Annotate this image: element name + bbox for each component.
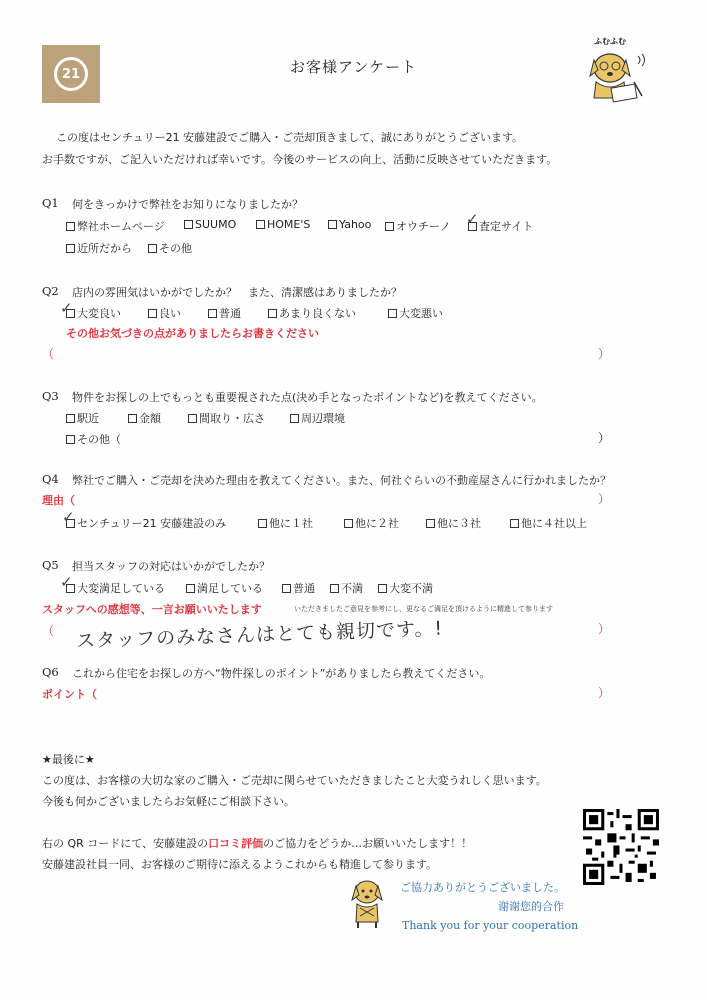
q3-text: 物件をお探しの上でもっとも重要視された点(決め手となったポイントなど)を教えてください。 xyxy=(72,391,543,404)
thanks-japanese: ご協力ありがとうございました。 xyxy=(400,881,565,894)
q5-option-normal[interactable]: 普通 xyxy=(282,580,315,596)
checkbox[interactable] xyxy=(148,244,157,253)
checkbox[interactable] xyxy=(344,519,353,528)
qr-line-post: のご協力をどうか…お願いいたします！！ xyxy=(263,837,473,850)
mascot-caption: ふむふむ xyxy=(594,37,626,46)
q1-option-nearby[interactable]: 近所だから xyxy=(66,240,132,256)
q2-paren-close: ） xyxy=(598,347,611,361)
q2-number: Q2 xyxy=(42,284,59,298)
logo-mark: 21 xyxy=(54,57,88,91)
checkbox[interactable] xyxy=(148,309,157,318)
q3-option-other[interactable]: その他（ xyxy=(66,431,121,447)
q5-note: スタッフへの感想等、一言お願いいたします xyxy=(42,603,262,616)
q3-option-surroundings[interactable]: 周辺環境 xyxy=(290,410,345,426)
checkbox[interactable] xyxy=(188,414,197,423)
q4-reason-label: 理由（ xyxy=(42,494,75,507)
checkbox[interactable] xyxy=(385,222,394,231)
q4-option-only-ando[interactable]: センチュリー21 安藤建設のみ xyxy=(66,515,226,531)
q1-option-homepage[interactable]: 弊社ホームページ xyxy=(66,218,165,234)
q5-note-small: いただきましたご意見を参考にし、更なるご満足を頂けるように精進して参ります xyxy=(294,605,553,613)
check-mark-icon: ✓ xyxy=(466,210,479,228)
intro-line-1: この度はセンチュリー21 安藤建設でご購入・ご売却頂きまして、誠にありがとうございます。 xyxy=(56,131,524,144)
q5-handwritten-answer: スタッフのみなさんはとても親切です。! xyxy=(75,617,444,653)
q5-text: 担当スタッフの対応はいかがでしたか？ xyxy=(72,560,270,573)
q2-option-good[interactable]: 良い xyxy=(148,305,181,321)
checkbox[interactable] xyxy=(66,435,75,444)
q5-paren-close: ） xyxy=(598,622,611,636)
q1-option-yahoo[interactable]: Yahoo xyxy=(328,218,371,231)
q1-option-ouchino[interactable]: オウチーノ xyxy=(385,218,451,234)
closing-line-4: 安藤建設社員一同、お客様のご期待に添えるようこれからも精進して参ります。 xyxy=(42,858,438,871)
q6-text: これから住宅をお探しの方へ“物件探しのポイント”がありましたら教えてください。 xyxy=(72,667,491,680)
checkbox[interactable] xyxy=(426,519,435,528)
check-mark-icon: ✓ xyxy=(62,508,75,526)
q6-number: Q6 xyxy=(42,665,59,679)
q4-option-3-others[interactable]: 他に３社 xyxy=(426,515,481,531)
q4-option-4plus-others[interactable]: 他に４社以上 xyxy=(510,515,587,531)
closing-heading: ★最後に★ xyxy=(42,753,95,766)
q1-option-suumo[interactable]: SUUMO xyxy=(184,218,236,231)
q3-paren-close: ） xyxy=(598,431,611,445)
closing-line-1: この度は、お客様の大切な家のご購入・ご売却に関らせていただきましたこと大変うれしく思います。 xyxy=(42,774,547,787)
q2-option-normal[interactable]: 普通 xyxy=(208,305,241,321)
q6-paren-close: ） xyxy=(598,686,611,700)
checkbox[interactable] xyxy=(328,220,337,229)
q5-option-satisfied[interactable]: 満足している xyxy=(186,580,263,596)
intro-line-2: お手数ですが、ご記入いただければ幸いです。今後のサービスの向上、活動に反映させていただきます。 xyxy=(42,153,558,166)
q1-option-homes[interactable]: HOME'S xyxy=(256,218,310,231)
q2-option-very-good[interactable]: 大変良い xyxy=(66,305,121,321)
check-mark-icon: ✓ xyxy=(60,573,73,591)
checkbox[interactable] xyxy=(66,222,75,231)
mascot-dog-icon xyxy=(582,46,654,104)
q3-option-layout[interactable]: 間取り・広さ xyxy=(188,410,265,426)
page-title: お客様アンケート xyxy=(289,58,418,76)
q3-number: Q3 xyxy=(42,389,59,403)
q4-option-1-other[interactable]: 他に１社 xyxy=(258,515,313,531)
q4-paren-close: ） xyxy=(598,492,611,506)
q3-option-price[interactable]: 金額 xyxy=(128,410,161,426)
checkbox[interactable] xyxy=(66,414,75,423)
q2-text: 店内の雰囲気はいかがでしたか？ また、清潔感はありましたか？ xyxy=(72,286,402,299)
checkbox[interactable] xyxy=(258,519,267,528)
checkbox[interactable] xyxy=(128,414,137,423)
q5-paren-open: （ xyxy=(42,624,55,638)
q3-option-station[interactable]: 駅近 xyxy=(66,410,99,426)
qr-line-pre: 右の QR コードにて、安藤建設の xyxy=(42,837,209,850)
q6-label: ポイント（ xyxy=(42,688,97,701)
q1-number: Q1 xyxy=(42,196,59,210)
q5-option-very-unsatisfied[interactable]: 大変不満 xyxy=(378,580,433,596)
q4-number: Q4 xyxy=(42,472,59,486)
checkbox[interactable] xyxy=(186,584,195,593)
q2-note: その他お気づきの点がありましたらお書きください xyxy=(66,327,319,340)
q2-paren-open: （ xyxy=(42,347,55,361)
checkbox[interactable] xyxy=(184,220,193,229)
q2-option-very-bad[interactable]: 大変悪い xyxy=(388,305,443,321)
q2-option-not-good[interactable]: あまり良くない xyxy=(268,305,356,321)
q4-option-2-others[interactable]: 他に２社 xyxy=(344,515,399,531)
checkbox[interactable] xyxy=(66,244,75,253)
q5-option-unsatisfied[interactable]: 不満 xyxy=(330,580,363,596)
checkbox[interactable] xyxy=(388,309,397,318)
q5-number: Q5 xyxy=(42,558,59,572)
review-highlight: 口コミ評価 xyxy=(208,837,264,850)
q1-option-other[interactable]: その他 xyxy=(148,240,192,256)
mascot-dog-bottom-icon xyxy=(348,878,386,930)
q1-text: 何をきっかけで弊社をお知りになりましたか？ xyxy=(72,198,303,211)
checkbox[interactable] xyxy=(208,309,217,318)
checkbox[interactable] xyxy=(282,584,291,593)
closing-qr-line xyxy=(42,835,472,851)
qr-code-icon[interactable] xyxy=(583,809,659,885)
q5-option-very-satisfied[interactable]: 大変満足している xyxy=(66,580,165,596)
checkbox[interactable] xyxy=(510,519,519,528)
q1-option-satei[interactable]: 査定サイト xyxy=(468,218,533,234)
checkbox[interactable] xyxy=(256,220,265,229)
thanks-chinese: 谢谢您的合作 xyxy=(498,900,564,913)
checkbox[interactable] xyxy=(330,584,339,593)
closing-line-2: 今後も何かございましたらお気軽にご相談下さい。 xyxy=(42,795,295,808)
thanks-english: Thank you for your cooperation xyxy=(402,919,579,932)
checkbox[interactable] xyxy=(290,414,299,423)
checkbox[interactable] xyxy=(378,584,387,593)
checkbox[interactable] xyxy=(268,309,277,318)
q4-text: 弊社でご購入・ご売却を決めた理由を教えてください。また、何社ぐらいの不動産屋さんに行かれましたか？ xyxy=(72,474,611,487)
check-mark-icon: ✓ xyxy=(60,299,73,317)
